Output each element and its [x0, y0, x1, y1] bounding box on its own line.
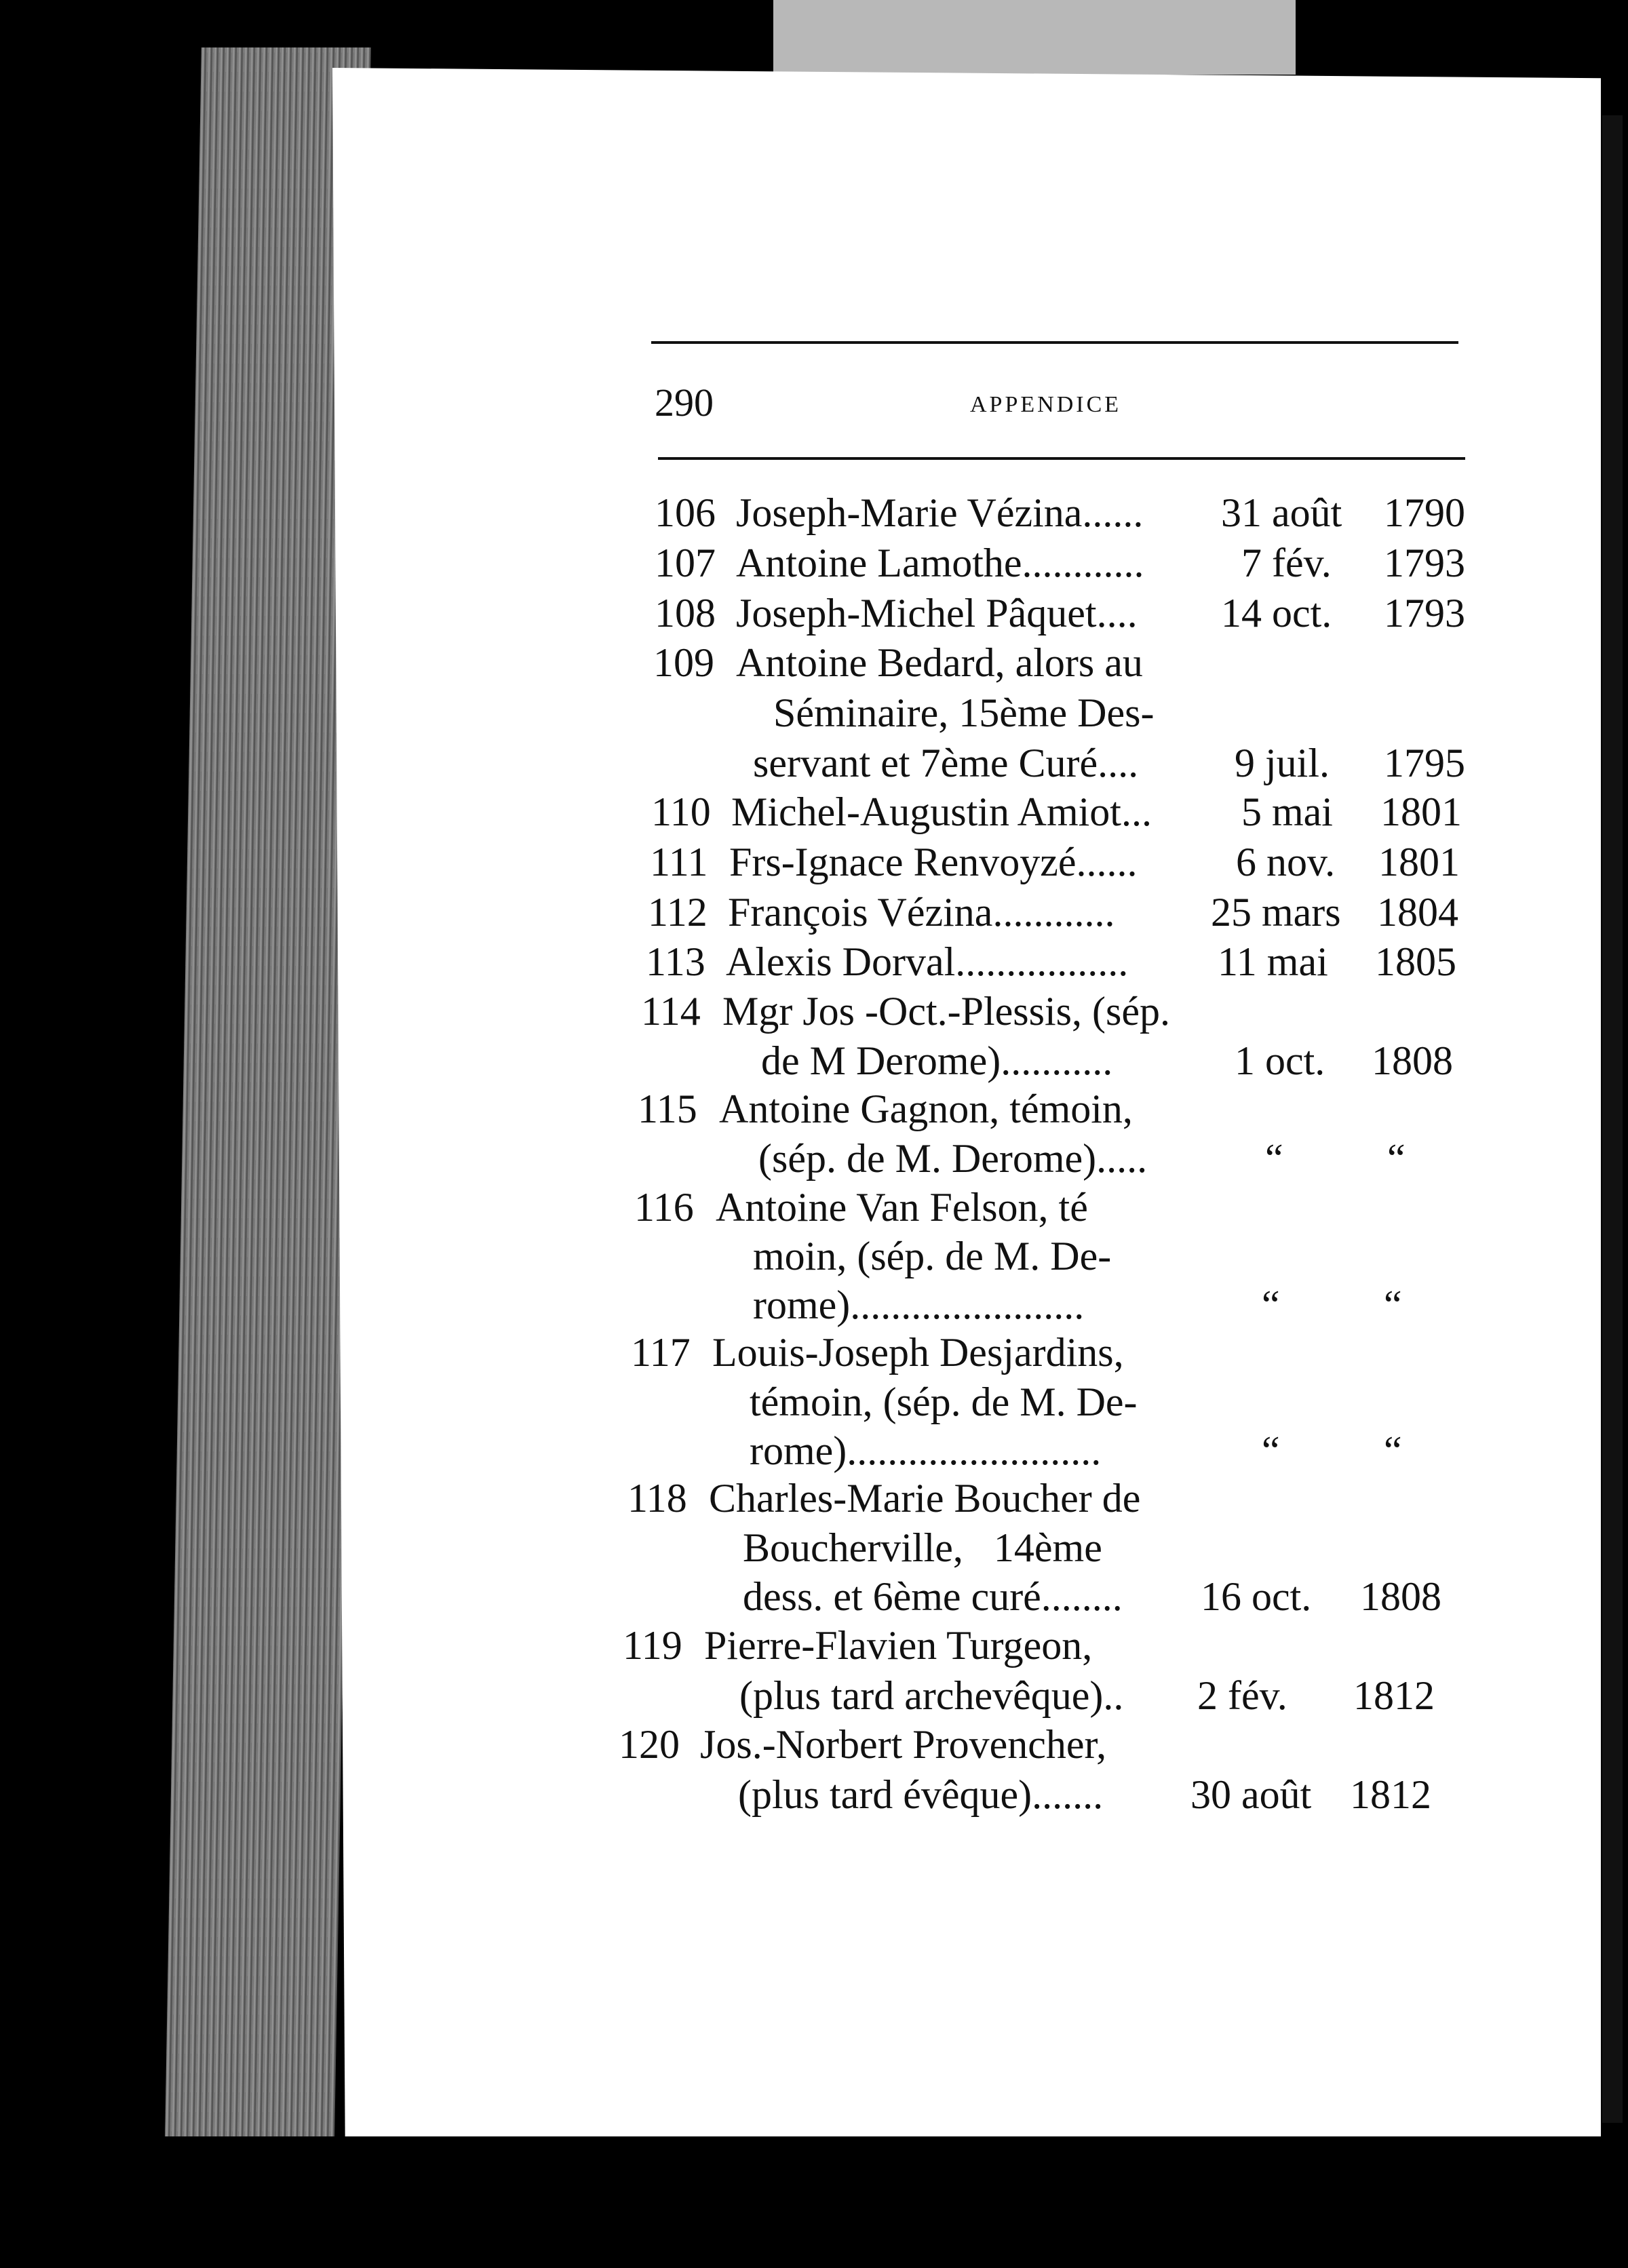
entry-name: Antoine Bedard, alors au	[736, 640, 1143, 685]
entry-name: François Vézina............	[728, 890, 1115, 935]
entry-date: 7 fév.	[1241, 541, 1332, 585]
entry-number: 116	[634, 1185, 694, 1230]
header-rule-bottom	[658, 457, 1465, 460]
entry-year: 1795	[1384, 741, 1465, 785]
entry-date: 14 oct.	[1221, 591, 1332, 636]
entry-name: Joseph-Marie Vézina......	[736, 490, 1144, 535]
entry-name-continued: rome).........................	[750, 1428, 1102, 1473]
entry-name-continued: (plus tard archevêque)..	[739, 1673, 1124, 1718]
entry-date: 9 juil.	[1235, 741, 1330, 785]
entry-name: Frs-Ignace Renvoyzé......	[729, 840, 1138, 884]
entry-number: 110	[651, 789, 711, 834]
entry-date: 16 oct.	[1201, 1574, 1312, 1619]
entry-date: “	[1262, 1283, 1280, 1327]
entry-name-continued: Séminaire, 15ème Des-	[773, 690, 1155, 735]
page-number: 290	[655, 380, 714, 425]
entry-year: “	[1384, 1428, 1402, 1473]
entry-name: Alexis Dorval.................	[726, 939, 1129, 984]
entry-number: 115	[638, 1087, 697, 1131]
entry-year: 1801	[1380, 789, 1462, 834]
entry-year: 1812	[1353, 1673, 1435, 1718]
header-rule-top	[651, 341, 1458, 344]
entry-name-continued: servant et 7ème Curé....	[753, 741, 1139, 785]
entry-name: Antoine Van Felson, té	[716, 1185, 1088, 1230]
entry-date: 1 oct.	[1235, 1038, 1325, 1083]
entry-date: 25 mars	[1211, 890, 1341, 935]
entry-date: “	[1265, 1136, 1283, 1181]
entry-name: Antoine Gagnon, témoin,	[719, 1087, 1133, 1131]
entry-name-continued: Boucherville, 14ème	[743, 1525, 1102, 1570]
background-paper	[773, 0, 1296, 75]
entry-name: Louis-Joseph Desjardins,	[712, 1330, 1124, 1375]
right-page-edge	[1602, 115, 1623, 2123]
running-head: APPENDICE	[970, 392, 1122, 417]
entry-name: Pierre-Flavien Turgeon,	[704, 1623, 1093, 1668]
entry-year: 1812	[1350, 1772, 1431, 1817]
entry-name: Michel-Augustin Amiot...	[731, 789, 1152, 834]
entry-number: 108	[655, 591, 716, 636]
entry-name: Joseph-Michel Pâquet....	[736, 591, 1138, 636]
entry-number: 112	[648, 890, 708, 935]
entry-name-continued: (sép. de M. Derome).....	[758, 1136, 1148, 1181]
entry-date: 2 fév.	[1197, 1673, 1287, 1718]
entry-name-continued: rome).......................	[753, 1283, 1085, 1327]
entry-number: 109	[653, 640, 714, 685]
entry-date: 30 août	[1190, 1772, 1312, 1817]
entry-name-continued: moin, (sép. de M. De-	[753, 1234, 1112, 1278]
entry-year: 1808	[1360, 1574, 1441, 1619]
entry-date: 11 mai	[1218, 939, 1328, 984]
entry-number: 111	[650, 840, 708, 884]
entry-date: 31 août	[1221, 490, 1342, 535]
entry-year: “	[1387, 1136, 1406, 1181]
entry-year: 1790	[1384, 490, 1465, 535]
entry-date: “	[1262, 1428, 1280, 1473]
entry-date: 6 nov.	[1236, 840, 1336, 884]
entry-number: 117	[631, 1330, 691, 1375]
entry-number: 114	[641, 989, 701, 1034]
entry-year: 1804	[1377, 890, 1458, 935]
entry-name: Antoine Lamothe............	[736, 541, 1144, 585]
entry-number: 106	[655, 490, 716, 535]
entry-date: 5 mai	[1241, 789, 1333, 834]
entry-year: 1793	[1384, 541, 1465, 585]
entry-number: 119	[623, 1623, 682, 1668]
entry-name-continued: témoin, (sép. de M. De-	[750, 1380, 1138, 1424]
entry-year: 1801	[1378, 840, 1460, 884]
entry-year: “	[1384, 1283, 1402, 1327]
entry-year: 1805	[1375, 939, 1456, 984]
entry-number: 107	[655, 541, 716, 585]
entry-name: Jos.-Norbert Provencher,	[700, 1722, 1107, 1767]
entry-name-continued: de M Derome)...........	[761, 1038, 1113, 1083]
entry-number: 113	[646, 939, 705, 984]
entry-name-continued: dess. et 6ème curé........	[743, 1574, 1123, 1619]
entry-name: Charles-Marie Boucher de	[709, 1476, 1141, 1521]
entry-name: Mgr Jos -Oct.-Plessis, (sép.	[722, 989, 1170, 1034]
entry-number: 120	[619, 1722, 680, 1767]
entry-number: 118	[627, 1476, 687, 1521]
entry-year: 1808	[1372, 1038, 1453, 1083]
entry-year: 1793	[1384, 591, 1465, 636]
entry-name-continued: (plus tard évêque).......	[738, 1772, 1104, 1817]
